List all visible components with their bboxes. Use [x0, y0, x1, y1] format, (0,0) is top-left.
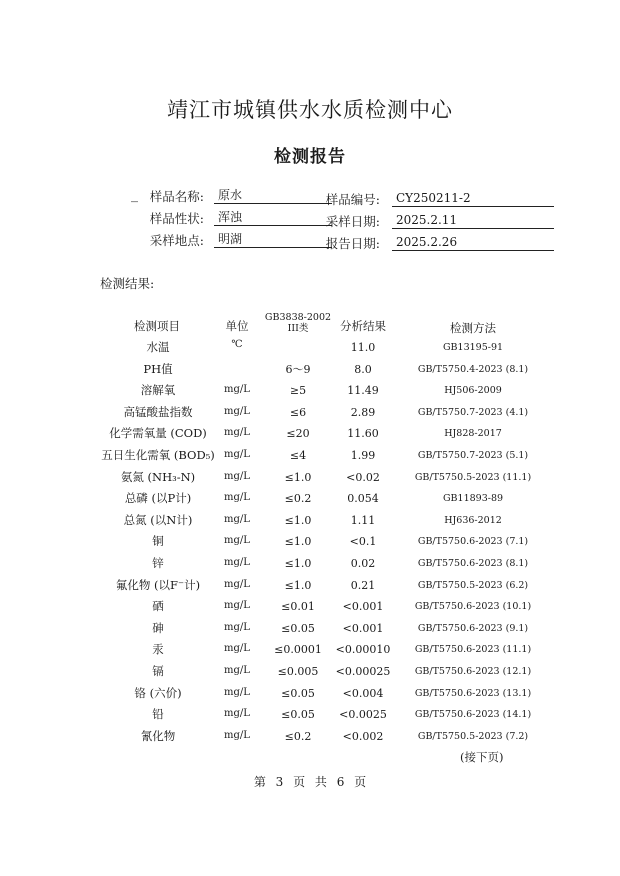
row-item: 铜 [152, 534, 164, 548]
row-item: 锌 [152, 556, 164, 570]
sample-property-label: 样品性状: [149, 211, 204, 226]
row-standard: ≤1.0 [284, 514, 312, 527]
row-result: <0.00010 [335, 643, 391, 656]
row-unit: mg/L [224, 427, 250, 438]
sampling-site-label: 采样地点: [149, 233, 204, 248]
row-result: 1.11 [350, 514, 376, 527]
row-result: 0.21 [350, 579, 376, 592]
row-standard: ≤1.0 [284, 579, 312, 592]
report-title: 检测报告 [274, 147, 346, 167]
sample-no-label: 样品编号: [325, 192, 380, 207]
row-item: 砷 [152, 621, 164, 635]
row-unit: ℃ [231, 339, 243, 350]
sample-name-label: 样品名称: [149, 189, 204, 204]
organization-title: 靖江市城镇供水水质检测中心 [167, 98, 453, 122]
row-standard: ≥5 [289, 384, 307, 397]
row-result: <0.00025 [335, 665, 391, 678]
results-section-label: 检测结果: [100, 276, 155, 291]
row-unit: mg/L [224, 622, 250, 633]
row-result: 11.49 [347, 384, 379, 397]
row-item: 化学需氧量 (COD) [109, 426, 207, 440]
sampling-site-value: 明湖 [214, 231, 332, 248]
row-result: <0.02 [346, 471, 380, 484]
header-standard-line2: III类 [287, 323, 309, 334]
row-item: 高锰酸盐指数 [123, 405, 193, 419]
row-method: GB/T5750.4-2023 (8.1) [417, 364, 529, 375]
row-result: <0.1 [349, 535, 377, 548]
row-unit: mg/L [224, 665, 250, 676]
continue-note: (接下页) [460, 750, 504, 764]
sample-name-value: 原水 [214, 187, 332, 204]
row-item: 汞 [152, 642, 164, 656]
row-unit: mg/L [224, 557, 250, 568]
sample-no-value: CY250211-2 [392, 190, 554, 207]
row-standard: ≤0.05 [281, 687, 315, 700]
row-item: 硒 [152, 599, 164, 613]
row-unit: mg/L [224, 471, 250, 482]
row-item: 氰化物 [140, 729, 176, 743]
row-unit: mg/L [224, 492, 250, 503]
row-result: 2.89 [350, 406, 376, 419]
row-standard: ≤0.05 [281, 622, 315, 635]
sampling-date-value: 2025.2.11 [392, 212, 554, 229]
row-result: 1.99 [350, 449, 376, 462]
row-method: GB11893-89 [442, 493, 504, 504]
header-method: 检测方法 [450, 321, 496, 335]
row-standard: ≤20 [286, 427, 310, 440]
row-standard: ≤0.05 [281, 708, 315, 721]
row-result: <0.004 [342, 687, 384, 700]
row-unit: mg/L [224, 643, 250, 654]
report-date-label: 报告日期: [325, 236, 380, 251]
row-unit: mg/L [224, 514, 250, 525]
row-result: 8.0 [354, 363, 372, 376]
row-result: 11.0 [350, 341, 376, 354]
row-method: HJ506-2009 [444, 385, 502, 396]
row-item: 铅 [152, 707, 164, 721]
page-number: 第 3 页 共 6 页 [253, 775, 367, 789]
row-result: <0.0025 [339, 708, 387, 721]
row-unit: mg/L [224, 406, 250, 417]
row-method: GB/T5750.6-2023 (14.1) [414, 709, 532, 720]
row-unit [214, 361, 260, 377]
row-unit: mg/L [224, 600, 250, 611]
dash-mark: _ [131, 187, 138, 203]
row-method: GB/T5750.6-2023 (11.1) [414, 644, 532, 655]
row-item: 水温 [146, 340, 170, 354]
row-standard: ≤0.2 [284, 730, 312, 743]
row-method: HJ636-2012 [444, 515, 502, 526]
row-standard: ≤0.01 [281, 600, 315, 613]
row-result: 11.60 [347, 427, 379, 440]
row-method: GB/T5750.5-2023 (7.2) [417, 731, 529, 742]
row-standard: ≤1.0 [284, 557, 312, 570]
row-method: GB/T5750.6-2023 (12.1) [414, 666, 532, 677]
row-item: PH值 [143, 362, 173, 376]
row-standard: ≤0.005 [277, 665, 319, 678]
row-item: 氟化物 (以F⁻计) [115, 578, 201, 592]
row-item: 五日生化需氧 (BOD₅) [101, 448, 215, 462]
row-result: 0.054 [347, 492, 379, 505]
row-unit: mg/L [224, 579, 250, 590]
row-unit: mg/L [224, 384, 250, 395]
row-method: GB/T5750.7-2023 (5.1) [417, 450, 529, 461]
row-method: GB/T5750.5-2023 (6.2) [417, 580, 529, 591]
row-standard: ≤1.0 [284, 535, 312, 548]
row-unit: mg/L [224, 449, 250, 460]
row-method: GB/T5750.6-2023 (7.1) [417, 536, 529, 547]
row-standard: ≤0.0001 [274, 643, 322, 656]
row-standard: ≤4 [289, 449, 307, 462]
row-method: HJ828-2017 [444, 428, 502, 439]
row-result: <0.001 [342, 600, 384, 613]
row-unit: mg/L [224, 535, 250, 546]
sample-property-value: 浑浊 [214, 209, 332, 226]
row-item: 铬 (六价) [134, 686, 182, 700]
row-method: GB/T5750.6-2023 (8.1) [417, 558, 529, 569]
row-standard: ≤6 [289, 406, 307, 419]
row-result: 0.02 [350, 557, 376, 570]
header-result: 分析结果 [340, 319, 386, 333]
row-standard: ≤0.2 [284, 492, 312, 505]
header-standard-line1: GB3838-2002 [264, 312, 332, 323]
row-item: 总氮 (以N计) [123, 513, 193, 527]
row-method: GB13195-91 [442, 342, 504, 353]
row-result: <0.002 [342, 730, 384, 743]
row-item: 溶解氧 [140, 383, 176, 397]
row-standard: 6～9 [285, 363, 311, 376]
header-unit: 单位 [225, 319, 249, 333]
row-method: GB/T5750.6-2023 (13.1) [414, 688, 532, 699]
row-item: 总磷 (以P计) [124, 491, 192, 505]
row-result: <0.001 [342, 622, 384, 635]
row-method: GB/T5750.5-2023 (11.1) [414, 472, 532, 483]
sampling-date-label: 采样日期: [325, 214, 380, 229]
row-item: 镉 [152, 664, 164, 678]
row-standard: ≤1.0 [284, 471, 312, 484]
row-method: GB/T5750.6-2023 (10.1) [414, 601, 532, 612]
row-method: GB/T5750.6-2023 (9.1) [417, 623, 529, 634]
row-standard [262, 340, 334, 356]
header-item: 检测项目 [134, 319, 180, 333]
row-unit: mg/L [224, 708, 250, 719]
header-standard [262, 312, 334, 334]
row-method: GB/T5750.7-2023 (4.1) [417, 407, 529, 418]
report-date-value: 2025.2.26 [392, 234, 554, 251]
row-unit: mg/L [224, 687, 250, 698]
row-item: 氨氮 (NH₃-N) [120, 470, 196, 484]
row-unit: mg/L [224, 730, 250, 741]
